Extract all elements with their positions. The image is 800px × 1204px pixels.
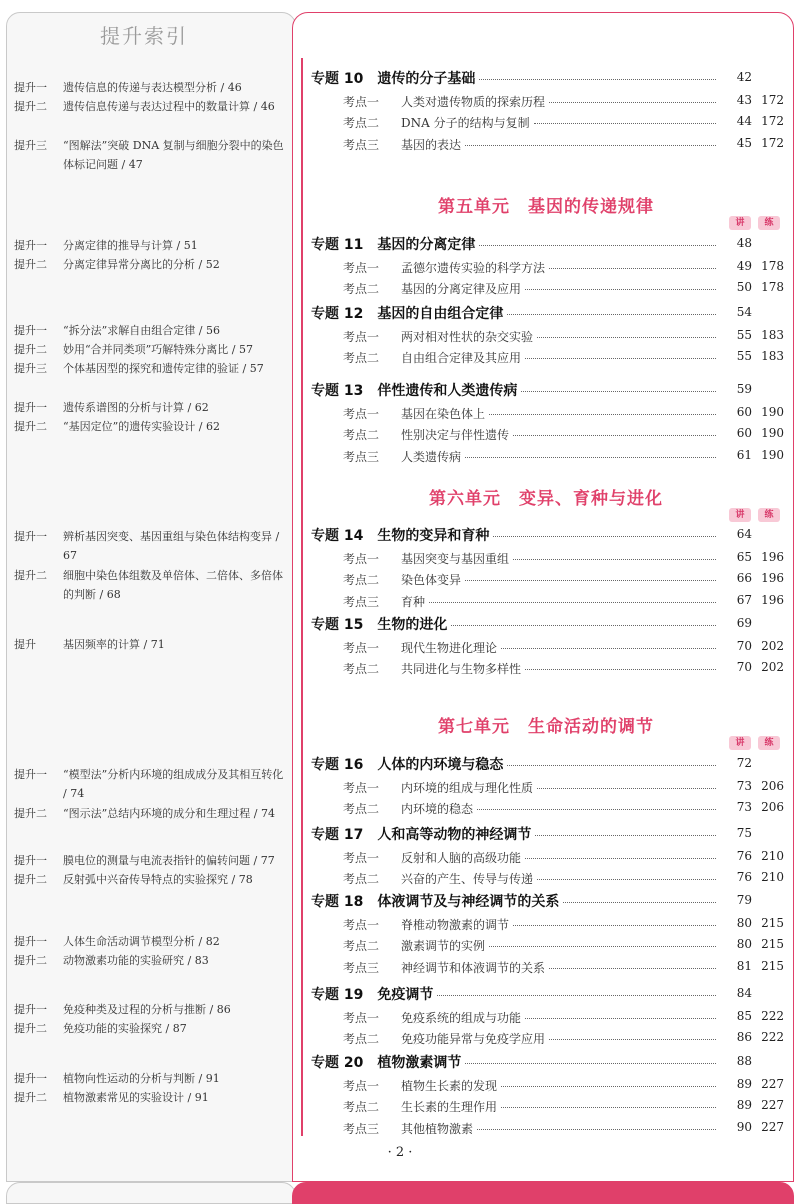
point-page-lian: 172 [761,114,784,128]
dot-leader [549,102,716,103]
topic-label: 专题 15 生物的进化 [311,617,448,633]
point-page-jiang: 85 [736,1009,752,1023]
point-page-jiang: 70 [736,639,752,653]
unit-heading: 第七单元 生命活动的调节 [438,717,654,737]
point-page-lian: 215 [761,916,784,930]
dot-leader [493,536,716,537]
point-title: 现代生物进化理论 [401,641,498,655]
point-page-lian: 190 [761,405,784,419]
index-item-tag: 提升二 [14,343,47,356]
point-row [343,1009,720,1026]
index-item [14,566,284,604]
point-title: 基因在染色体上 [401,407,486,421]
point-page-jiang: 60 [736,426,752,440]
index-item [14,851,284,870]
point-key: 考点一 [343,1011,380,1025]
index-item-tag: 提升一 [14,324,47,337]
point-row [343,1077,720,1094]
point-page-lian: 196 [761,593,784,607]
index-item [14,765,284,803]
point-row [343,405,720,422]
topic-row [311,754,720,774]
point-row [343,571,720,588]
point-page-lian: 172 [761,93,784,107]
point-title: 人类遗传病 [401,450,462,464]
topic-label: 专题 19 免疫调节 [311,987,434,1003]
index-item [14,321,284,340]
topic-row [311,614,720,634]
point-key: 考点一 [343,261,380,275]
point-key: 考点二 [343,428,380,442]
point-row [343,1030,720,1047]
point-page-jiang: 65 [736,550,752,564]
point-title: 染色体变异 [401,573,462,587]
index-item-text: 动物激素功能的实验研究 / 83 [63,954,209,967]
index-item-tag: 提升一 [14,401,47,414]
point-row [343,1120,720,1137]
point-key: 考点二 [343,351,380,365]
badge-jiang: 讲 [729,736,751,750]
dot-leader [513,559,716,560]
topic-label: 专题 16 人体的内环境与稳态 [311,757,504,773]
dot-leader [537,788,716,789]
index-item-tag: 提升一 [14,81,47,94]
point-row [343,114,720,131]
point-title: 人类对遗传物质的探索历程 [401,95,546,109]
topic-page: 64 [736,527,752,541]
topic-label: 专题 18 体液调节及与神经调节的关系 [311,894,560,910]
dot-leader [489,414,716,415]
point-key: 考点三 [343,1122,380,1136]
point-key: 考点一 [343,918,380,932]
point-page-jiang: 70 [736,660,752,674]
topic-page: 48 [736,236,752,250]
topic-row [311,525,720,545]
index-item-tag: 提升二 [14,1022,47,1035]
dot-leader [513,925,716,926]
topic-row [311,68,720,88]
point-page-jiang: 67 [736,593,752,607]
point-row [343,870,720,887]
page-number: · 2 · [387,1145,413,1160]
point-row [343,849,720,866]
dot-leader [477,809,716,810]
point-title: 孟德尔遗传实验的科学方法 [401,261,546,275]
topic-label: 专题 10 遗传的分子基础 [311,71,476,87]
point-key: 考点二 [343,1100,380,1114]
point-page-jiang: 90 [736,1120,752,1134]
index-item [14,527,284,565]
point-page-lian: 196 [761,571,784,585]
point-key: 考点二 [343,282,380,296]
index-item-tag: 提升二 [14,873,47,886]
dot-leader [525,358,716,359]
point-row [343,800,720,817]
index-item-tag: 提升 [14,638,36,651]
point-row [343,93,720,110]
index-item-text: 个体基因型的探究和遗传定律的验证 / 57 [63,362,264,375]
dot-leader [429,602,716,603]
point-page-lian: 190 [761,426,784,440]
point-row [343,593,720,610]
badge-jiang: 讲 [729,216,751,230]
dot-leader [465,580,716,581]
point-row [343,779,720,796]
index-item-text: 遗传信息的传递与表达模型分析 / 46 [63,81,242,94]
point-key: 考点一 [343,641,380,655]
point-page-lian: 183 [761,349,784,363]
point-title: 基因突变与基因重组 [401,552,510,566]
point-row [343,136,720,153]
index-item [14,97,284,116]
point-page-jiang: 81 [736,959,752,973]
index-item-tag: 提升一 [14,239,47,252]
point-row [343,328,720,345]
index-item [14,951,284,970]
point-page-lian: 178 [761,259,784,273]
dot-leader [525,1018,716,1019]
topic-page: 54 [736,305,752,319]
point-page-lian: 227 [761,1077,784,1091]
point-page-lian: 183 [761,328,784,342]
point-key: 考点一 [343,781,380,795]
topic-row [311,824,720,844]
index-item [14,417,284,436]
point-key: 考点二 [343,939,380,953]
point-title: 激素调节的实例 [401,939,486,953]
point-key: 考点一 [343,1079,380,1093]
index-item-tag: 提升二 [14,420,47,433]
point-page-jiang: 43 [736,93,752,107]
dot-leader [537,879,716,880]
point-page-lian: 210 [761,849,784,863]
topic-page: 42 [736,70,752,84]
point-page-lian: 190 [761,448,784,462]
index-item-tag: 提升二 [14,954,47,967]
point-page-lian: 206 [761,800,784,814]
point-title: 自由组合定律及其应用 [401,351,522,365]
dot-leader [537,337,716,338]
index-item [14,1069,284,1088]
point-page-jiang: 76 [736,849,752,863]
dot-leader [513,435,716,436]
dot-leader [465,1063,716,1064]
point-page-lian: 215 [761,937,784,951]
point-key: 考点一 [343,407,380,421]
point-key: 考点一 [343,330,380,344]
dot-leader [501,1086,716,1087]
index-item [14,1000,284,1019]
dot-leader [549,268,716,269]
point-page-jiang: 55 [736,349,752,363]
index-item-text: 辨析基因突变、基因重组与染色体结构变异 / 67 [63,530,280,562]
index-item-tag: 提升一 [14,768,47,781]
point-row [343,639,720,656]
index-item [14,236,284,255]
topic-page: 88 [736,1054,752,1068]
topic-label: 专题 12 基因的自由组合定律 [311,306,504,322]
point-key: 考点三 [343,450,380,464]
point-row [343,426,720,443]
point-key: 考点二 [343,116,380,130]
index-item [14,870,284,889]
point-row [343,959,720,976]
point-title: 反射和人脑的高级功能 [401,851,522,865]
point-page-jiang: 60 [736,405,752,419]
index-item-tag: 提升三 [14,362,47,375]
badge-jiang: 讲 [729,508,751,522]
point-key: 考点一 [343,95,380,109]
topic-page: 75 [736,826,752,840]
point-page-jiang: 89 [736,1098,752,1112]
unit-heading: 第五单元 基因的传递规律 [438,197,654,217]
index-item-text: 免疫种类及过程的分析与推断 / 86 [63,1003,231,1016]
dot-leader [549,968,716,969]
index-item-text: “图解法”突破 DNA 复制与细胞分裂中的染色体标记问题 / 47 [63,139,284,171]
point-title: 其他植物激素 [401,1122,474,1136]
next-page-left-edge [6,1182,296,1204]
point-title: 共同进化与生物多样性 [401,662,522,676]
point-title: 育种 [401,595,426,609]
dot-leader [525,858,716,859]
index-item [14,359,284,378]
point-page-jiang: 66 [736,571,752,585]
point-title: 两对相对性状的杂交实验 [401,330,534,344]
index-item [14,255,284,274]
point-key: 考点三 [343,961,380,975]
topic-label: 专题 11 基因的分离定律 [311,237,476,253]
badge-lian: 练 [758,216,780,230]
index-item-text: 基因频率的计算 / 71 [63,638,165,651]
index-item-text: 植物向性运动的分析与判断 / 91 [63,1072,220,1085]
index-item [14,1088,284,1107]
index-item [14,78,284,97]
index-item-tag: 提升二 [14,100,47,113]
index-item-text: “基因定位”的遗传实验设计 / 62 [63,420,220,433]
point-row [343,259,720,276]
dot-leader [501,648,716,649]
point-title: 内环境的稳态 [401,802,474,816]
index-item [14,804,284,823]
point-row [343,937,720,954]
dot-leader [479,79,716,80]
badge-lian: 练 [758,736,780,750]
point-title: 内环境的组成与理化性质 [401,781,534,795]
point-key: 考点二 [343,662,380,676]
index-item-text: 膜电位的测量与电流表指针的偏转问题 / 77 [63,854,275,867]
dot-leader [465,457,716,458]
point-title: 神经调节和体液调节的关系 [401,961,546,975]
point-page-lian: 202 [761,660,784,674]
index-item-text: “拆分法”求解自由组合定律 / 56 [63,324,220,337]
point-title: 基因的表达 [401,138,462,152]
dot-leader [507,765,716,766]
point-page-lian: 202 [761,639,784,653]
point-page-jiang: 89 [736,1077,752,1091]
index-item-tag: 提升一 [14,530,47,543]
topic-row [311,234,720,254]
topic-label: 专题 14 生物的变异和育种 [311,528,490,544]
point-page-jiang: 55 [736,328,752,342]
dot-leader [534,123,716,124]
point-page-jiang: 73 [736,779,752,793]
point-page-jiang: 76 [736,870,752,884]
point-key: 考点三 [343,595,380,609]
index-item-text: 植物激素常见的实验设计 / 91 [63,1091,209,1104]
point-title: 生长素的生理作用 [401,1100,498,1114]
dot-leader [501,1107,716,1108]
topic-row [311,380,720,400]
point-key: 考点二 [343,802,380,816]
point-page-jiang: 45 [736,136,752,150]
index-item-text: 细胞中染色体组数及单倍体、二倍体、多倍体的判断 / 68 [63,569,283,601]
index-item [14,398,284,417]
dot-leader [479,245,716,246]
index-item-text: 人体生命活动调节模型分析 / 82 [63,935,220,948]
point-page-jiang: 80 [736,916,752,930]
index-item [14,635,284,654]
point-row [343,448,720,465]
point-row [343,916,720,933]
topic-page: 79 [736,893,752,907]
point-page-jiang: 50 [736,280,752,294]
next-page-right-edge [292,1182,794,1204]
point-key: 考点二 [343,1032,380,1046]
index-item-tag: 提升三 [14,139,47,152]
index-item-tag: 提升二 [14,569,47,582]
index-item-tag: 提升一 [14,854,47,867]
dot-leader [563,902,716,903]
point-title: 基因的分离定律及应用 [401,282,522,296]
topic-row [311,303,720,323]
unit-heading: 第六单元 变异、育种与进化 [429,489,663,509]
dot-leader [477,1129,716,1130]
dot-leader [437,995,716,996]
point-page-lian: 172 [761,136,784,150]
index-title: 提升索引 [100,24,188,48]
point-page-lian: 206 [761,779,784,793]
index-item-text: 分离定律异常分离比的分析 / 52 [63,258,220,271]
index-item-text: 遗传系谱图的分析与计算 / 62 [63,401,209,414]
point-page-jiang: 44 [736,114,752,128]
dot-leader [451,625,716,626]
point-row [343,1098,720,1115]
index-item-tag: 提升二 [14,258,47,271]
dot-leader [525,669,716,670]
point-title: 免疫功能异常与免疫学应用 [401,1032,546,1046]
point-title: 兴奋的产生、传导与传递 [401,872,534,886]
topic-page: 69 [736,616,752,630]
point-page-lian: 196 [761,550,784,564]
dot-leader [549,1039,716,1040]
index-item-text: “图示法”总结内环境的成分和生理过程 / 74 [63,807,275,820]
topic-row [311,891,720,911]
topic-page: 72 [736,756,752,770]
dot-leader [489,946,716,947]
point-page-lian: 222 [761,1030,784,1044]
point-key: 考点三 [343,138,380,152]
topic-row [311,1052,720,1072]
dot-leader [521,391,716,392]
point-key: 考点一 [343,851,380,865]
index-item-text: 遗传信息传递与表达过程中的数量计算 / 46 [63,100,275,113]
point-row [343,550,720,567]
point-title: 脊椎动物激素的调节 [401,918,510,932]
point-page-lian: 215 [761,959,784,973]
dot-leader [465,145,716,146]
topic-label: 专题 13 伴性遗传和人类遗传病 [311,383,518,399]
point-page-jiang: 86 [736,1030,752,1044]
point-page-jiang: 80 [736,937,752,951]
point-row [343,349,720,366]
point-key: 考点二 [343,573,380,587]
point-page-lian: 210 [761,870,784,884]
index-item-text: 妙用“合并同类项”巧解特殊分离比 / 57 [63,343,253,356]
index-item-tag: 提升二 [14,807,47,820]
index-item-text: 分离定律的推导与计算 / 51 [63,239,198,252]
point-page-jiang: 61 [736,448,752,462]
topic-page: 84 [736,986,752,1000]
index-item [14,1019,284,1038]
index-item-tag: 提升二 [14,1091,47,1104]
point-page-lian: 178 [761,280,784,294]
topic-row [311,984,720,1004]
dot-leader [525,289,716,290]
index-item-text: “模型法”分析内环境的组成成分及其相互转化 / 74 [63,768,284,800]
point-page-jiang: 49 [736,259,752,273]
index-item-tag: 提升一 [14,1003,47,1016]
point-title: DNA 分子的结构与复制 [401,116,530,130]
point-page-lian: 227 [761,1098,784,1112]
topic-label: 专题 20 植物激素调节 [311,1055,462,1071]
point-row [343,280,720,297]
dot-leader [535,835,716,836]
point-title: 植物生长素的发现 [401,1079,498,1093]
point-title: 免疫系统的组成与功能 [401,1011,522,1025]
index-item-tag: 提升一 [14,1072,47,1085]
index-item-text: 反射弧中兴奋传导特点的实验探究 / 78 [63,873,253,886]
index-item-tag: 提升一 [14,935,47,948]
toc-divider-line [301,58,303,1136]
topic-label: 专题 17 人和高等动物的神经调节 [311,827,532,843]
badge-lian: 练 [758,508,780,522]
point-key: 考点二 [343,872,380,886]
index-item [14,340,284,359]
index-item [14,136,284,174]
point-page-lian: 222 [761,1009,784,1023]
topic-page: 59 [736,382,752,396]
point-page-lian: 227 [761,1120,784,1134]
point-title: 性别决定与伴性遗传 [401,428,510,442]
index-item-text: 免疫功能的实验探究 / 87 [63,1022,187,1035]
index-item [14,932,284,951]
point-page-jiang: 73 [736,800,752,814]
dot-leader [507,314,716,315]
point-key: 考点一 [343,552,380,566]
point-row [343,660,720,677]
